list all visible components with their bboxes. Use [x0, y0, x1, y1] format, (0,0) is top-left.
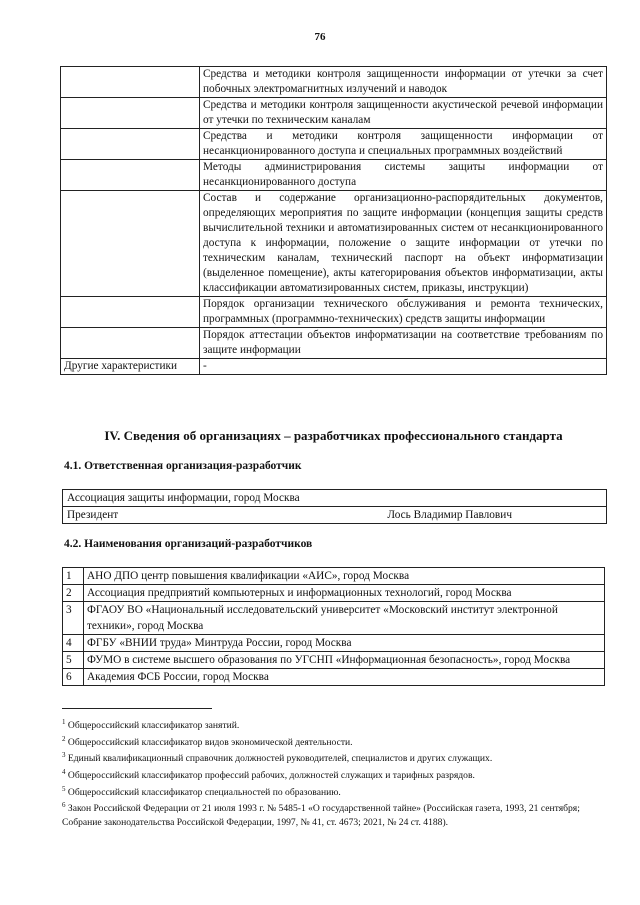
footnote-mark: 1 — [62, 718, 66, 726]
table-row — [61, 160, 607, 191]
footnote — [62, 716, 607, 733]
row-number: 3 — [63, 602, 84, 635]
responsible-org-table — [62, 489, 607, 524]
row-number: 4 — [63, 635, 84, 652]
table-row — [63, 602, 605, 635]
footnote-divider — [62, 708, 212, 709]
table-row — [61, 191, 607, 297]
table-cell-right: Порядок аттестации объектов информатизации на соответствие требованиям по защите информации — [200, 328, 607, 359]
row-number: 1 — [63, 568, 84, 585]
developer-name: ФГБУ «ВНИИ труда» Минтруда России, город Москва — [84, 635, 605, 652]
other-characteristics-value: - — [200, 359, 607, 375]
table-cell-left — [61, 67, 200, 98]
footnote-mark: 5 — [62, 784, 66, 793]
table-cell-right: Состав и содержание организационно-распорядительных документов, определяющих мероприятия по защите информации (концепция защиты средств вычислительной техники и автоматизированных систем от несанкционированного доступа к информации, положение о защите информации от утечки по техническим каналам, технический паспорт на объект информатизации (выделенное помещение), акты категорирования объектов информатизации, акты классификации автоматизированных систем, приказы, инструкции) — [200, 191, 607, 297]
footnote-text: Общероссийский классификатор профессий рабочих, должностей служащих и тарифных разрядов. — [67, 770, 475, 782]
table-row — [61, 328, 607, 359]
footnote-mark: 2 — [62, 734, 66, 743]
table-row — [63, 507, 607, 524]
table-cell-left — [61, 98, 200, 129]
table-cell-left — [61, 328, 200, 359]
footnote — [62, 749, 607, 766]
footnote-text: Общероссийский классификатор специальностей по образованию. — [67, 786, 341, 798]
table-cell-left — [61, 297, 200, 328]
developer-name: Ассоциация предприятий компьютерных и информационных технологий, город Москва — [84, 585, 605, 602]
developer-name: Академия ФСБ России, город Москва — [84, 669, 605, 686]
developer-name: АНО ДПО центр повышения квалификации «АИС», город Москва — [84, 568, 605, 585]
developer-name: ФУМО в системе высшего образования по УГСНП «Информационная безопасность», город Москва — [84, 652, 605, 669]
footnotes — [62, 716, 607, 830]
page-number: 76 — [314, 31, 326, 43]
responsible-org-heading: 4.1. Ответственная организация-разработчик — [64, 460, 302, 472]
table-row — [63, 635, 605, 652]
table-cell-right: Методы администрирования системы защиты информации от несанкционированного доступа — [200, 160, 607, 191]
developers-table — [62, 567, 605, 686]
row-number: 6 — [63, 669, 84, 686]
developers-heading: 4.2. Наименования организаций-разработчиков — [64, 538, 313, 550]
responsible-position: Президент — [67, 509, 119, 521]
footnote-mark: 6 — [62, 801, 66, 810]
table-row — [63, 568, 605, 585]
table-cell-left — [61, 129, 200, 160]
table-row — [61, 67, 607, 98]
table-cell-right: Средства и методики контроля защищенности информации от несанкционированного доступа и специальных программных воздействий — [200, 129, 607, 160]
responsible-person: Лось Владимир Павлович — [387, 509, 512, 521]
table-cell-right: Средства и методики контроля защищенности акустической речевой информации от утечки по техническим каналам — [200, 98, 607, 129]
table-row — [61, 359, 607, 375]
footnote-text: Единый квалификационный справочник должностей руководителей, специалистов и других служащих. — [67, 753, 493, 765]
footnote — [62, 799, 607, 829]
footnote — [62, 783, 607, 800]
table-cell-left — [61, 191, 200, 297]
table-cell-right: Средства и методики контроля защищенности информации от утечки за счет побочных электромагнитных излучений и наводок — [200, 67, 607, 98]
table-cell-left — [61, 160, 200, 191]
characteristics-table — [60, 66, 607, 375]
table-row — [61, 297, 607, 328]
developer-name: ФГАОУ ВО «Национальный исследовательский университет «Московский институт электронной техники», город Москва — [84, 602, 605, 635]
table-row — [63, 490, 607, 507]
footnote-mark: 4 — [62, 768, 66, 777]
table-row — [61, 98, 607, 129]
table-row — [63, 585, 605, 602]
table-cell-right: Порядок организации технического обслуживания и ремонта технических, программных (программно-технических) средств защиты информации — [200, 297, 607, 328]
footnote-text: Общероссийский классификатор занятий. — [67, 720, 240, 732]
footnote-mark: 3 — [62, 751, 66, 760]
row-number: 5 — [63, 652, 84, 669]
footnote — [62, 766, 607, 783]
other-characteristics-label: Другие характеристики — [61, 359, 200, 375]
table-row — [63, 652, 605, 669]
responsible-person-cell — [63, 507, 607, 524]
table-row — [61, 129, 607, 160]
row-number: 2 — [63, 585, 84, 602]
footnote — [62, 733, 607, 750]
footnote-text: Закон Российской Федерации от 21 июля 1993 г. № 5485-1 «О государственной тайне» (Российская газета, 1993, 21 сентября; Собрание законодательства Российской Федерации, 1997, № 41, ст. 4673; 2021, № 24 ст. 4188). — [62, 803, 580, 829]
section-heading: IV. Сведения об организациях – разработчиках профессионального стандарта — [104, 428, 563, 443]
responsible-org-name: Ассоциация защиты информации, город Москва — [63, 490, 607, 507]
footnote-text: Общероссийский классификатор видов экономической деятельности. — [67, 736, 353, 748]
table-row — [63, 669, 605, 686]
